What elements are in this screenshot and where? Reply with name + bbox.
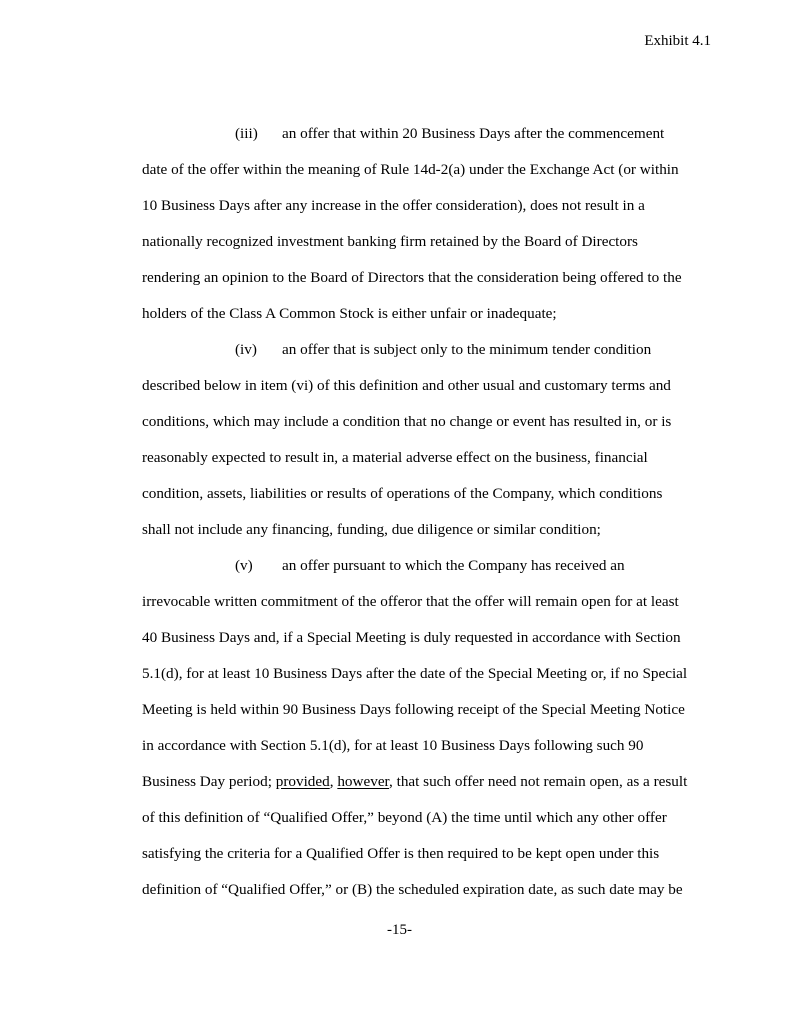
paragraph-line: nationally recognized investment banking firm retained by the Board of Directors	[142, 233, 638, 250]
page-number: -15-	[387, 922, 412, 938]
paragraph-line: in accordance with Section 5.1(d), for at least 10 Business Days following such 90	[142, 737, 644, 754]
paragraph-line: definition of “Qualified Offer,” or (B) the scheduled expiration date, as such date may be	[142, 881, 683, 898]
item-number: (iii)	[235, 125, 258, 142]
paragraph-line: satisfying the criteria for a Qualified Offer is then required to be kept open under this	[142, 845, 660, 862]
paragraph-line: described below in item (vi) of this definition and other usual and customary terms and	[142, 377, 671, 394]
paragraph-line: Meeting is held within 90 Business Days following receipt of the Special Meeting Notice	[142, 701, 685, 718]
paragraph-line: rendering an opinion to the Board of Directors that the consideration being offered to the	[142, 269, 682, 286]
paragraph-line: reasonably expected to result in, a material adverse effect on the business, financial	[142, 449, 648, 466]
paragraph-line: (iii) an offer that within 20 Business Days after the commencement	[142, 116, 707, 152]
paragraph-line: holders of the Class A Common Stock is either unfair or inadequate;	[142, 305, 557, 322]
paragraph-line: conditions, which may include a condition that no change or event has resulted in, or is	[142, 413, 672, 430]
paragraph-line-proviso: Business Day period; provided, however, that such offer need not remain open, as a result	[142, 773, 688, 790]
document-body	[142, 116, 707, 908]
paragraph-line: (iv) an offer that is subject only to the minimum tender condition	[142, 332, 707, 368]
item-number: (v)	[235, 557, 253, 574]
item-number: (iv)	[235, 341, 257, 358]
paragraph-item-iii	[142, 116, 707, 332]
underlined-however: however	[337, 773, 390, 790]
paragraph-item-v	[142, 548, 707, 908]
paragraph-line: 5.1(d), for at least 10 Business Days after the date of the Special Meeting or, if no Special	[142, 665, 688, 682]
paragraph-line: 10 Business Days after any increase in the offer consideration), does not result in a	[142, 197, 645, 214]
paragraph-line: irrevocable written commitment of the offeror that the offer will remain open for at least	[142, 593, 679, 610]
paragraph-line: of this definition of “Qualified Offer,” beyond (A) the time until which any other offer	[142, 809, 667, 826]
paragraph-line: 40 Business Days and, if a Special Meeting is duly requested in accordance with Section	[142, 629, 681, 646]
paragraph-line: date of the offer within the meaning of Rule 14d-2(a) under the Exchange Act (or within	[142, 161, 679, 178]
paragraph-item-iv	[142, 332, 707, 548]
exhibit-label: Exhibit 4.1	[644, 33, 711, 49]
paragraph-line: (v) an offer pursuant to which the Company has received an	[142, 548, 707, 584]
paragraph-line: condition, assets, liabilities or results of operations of the Company, which conditions	[142, 485, 663, 502]
paragraph-line: shall not include any financing, funding, due diligence or similar condition;	[142, 521, 601, 538]
underlined-provided: provided	[275, 773, 330, 790]
